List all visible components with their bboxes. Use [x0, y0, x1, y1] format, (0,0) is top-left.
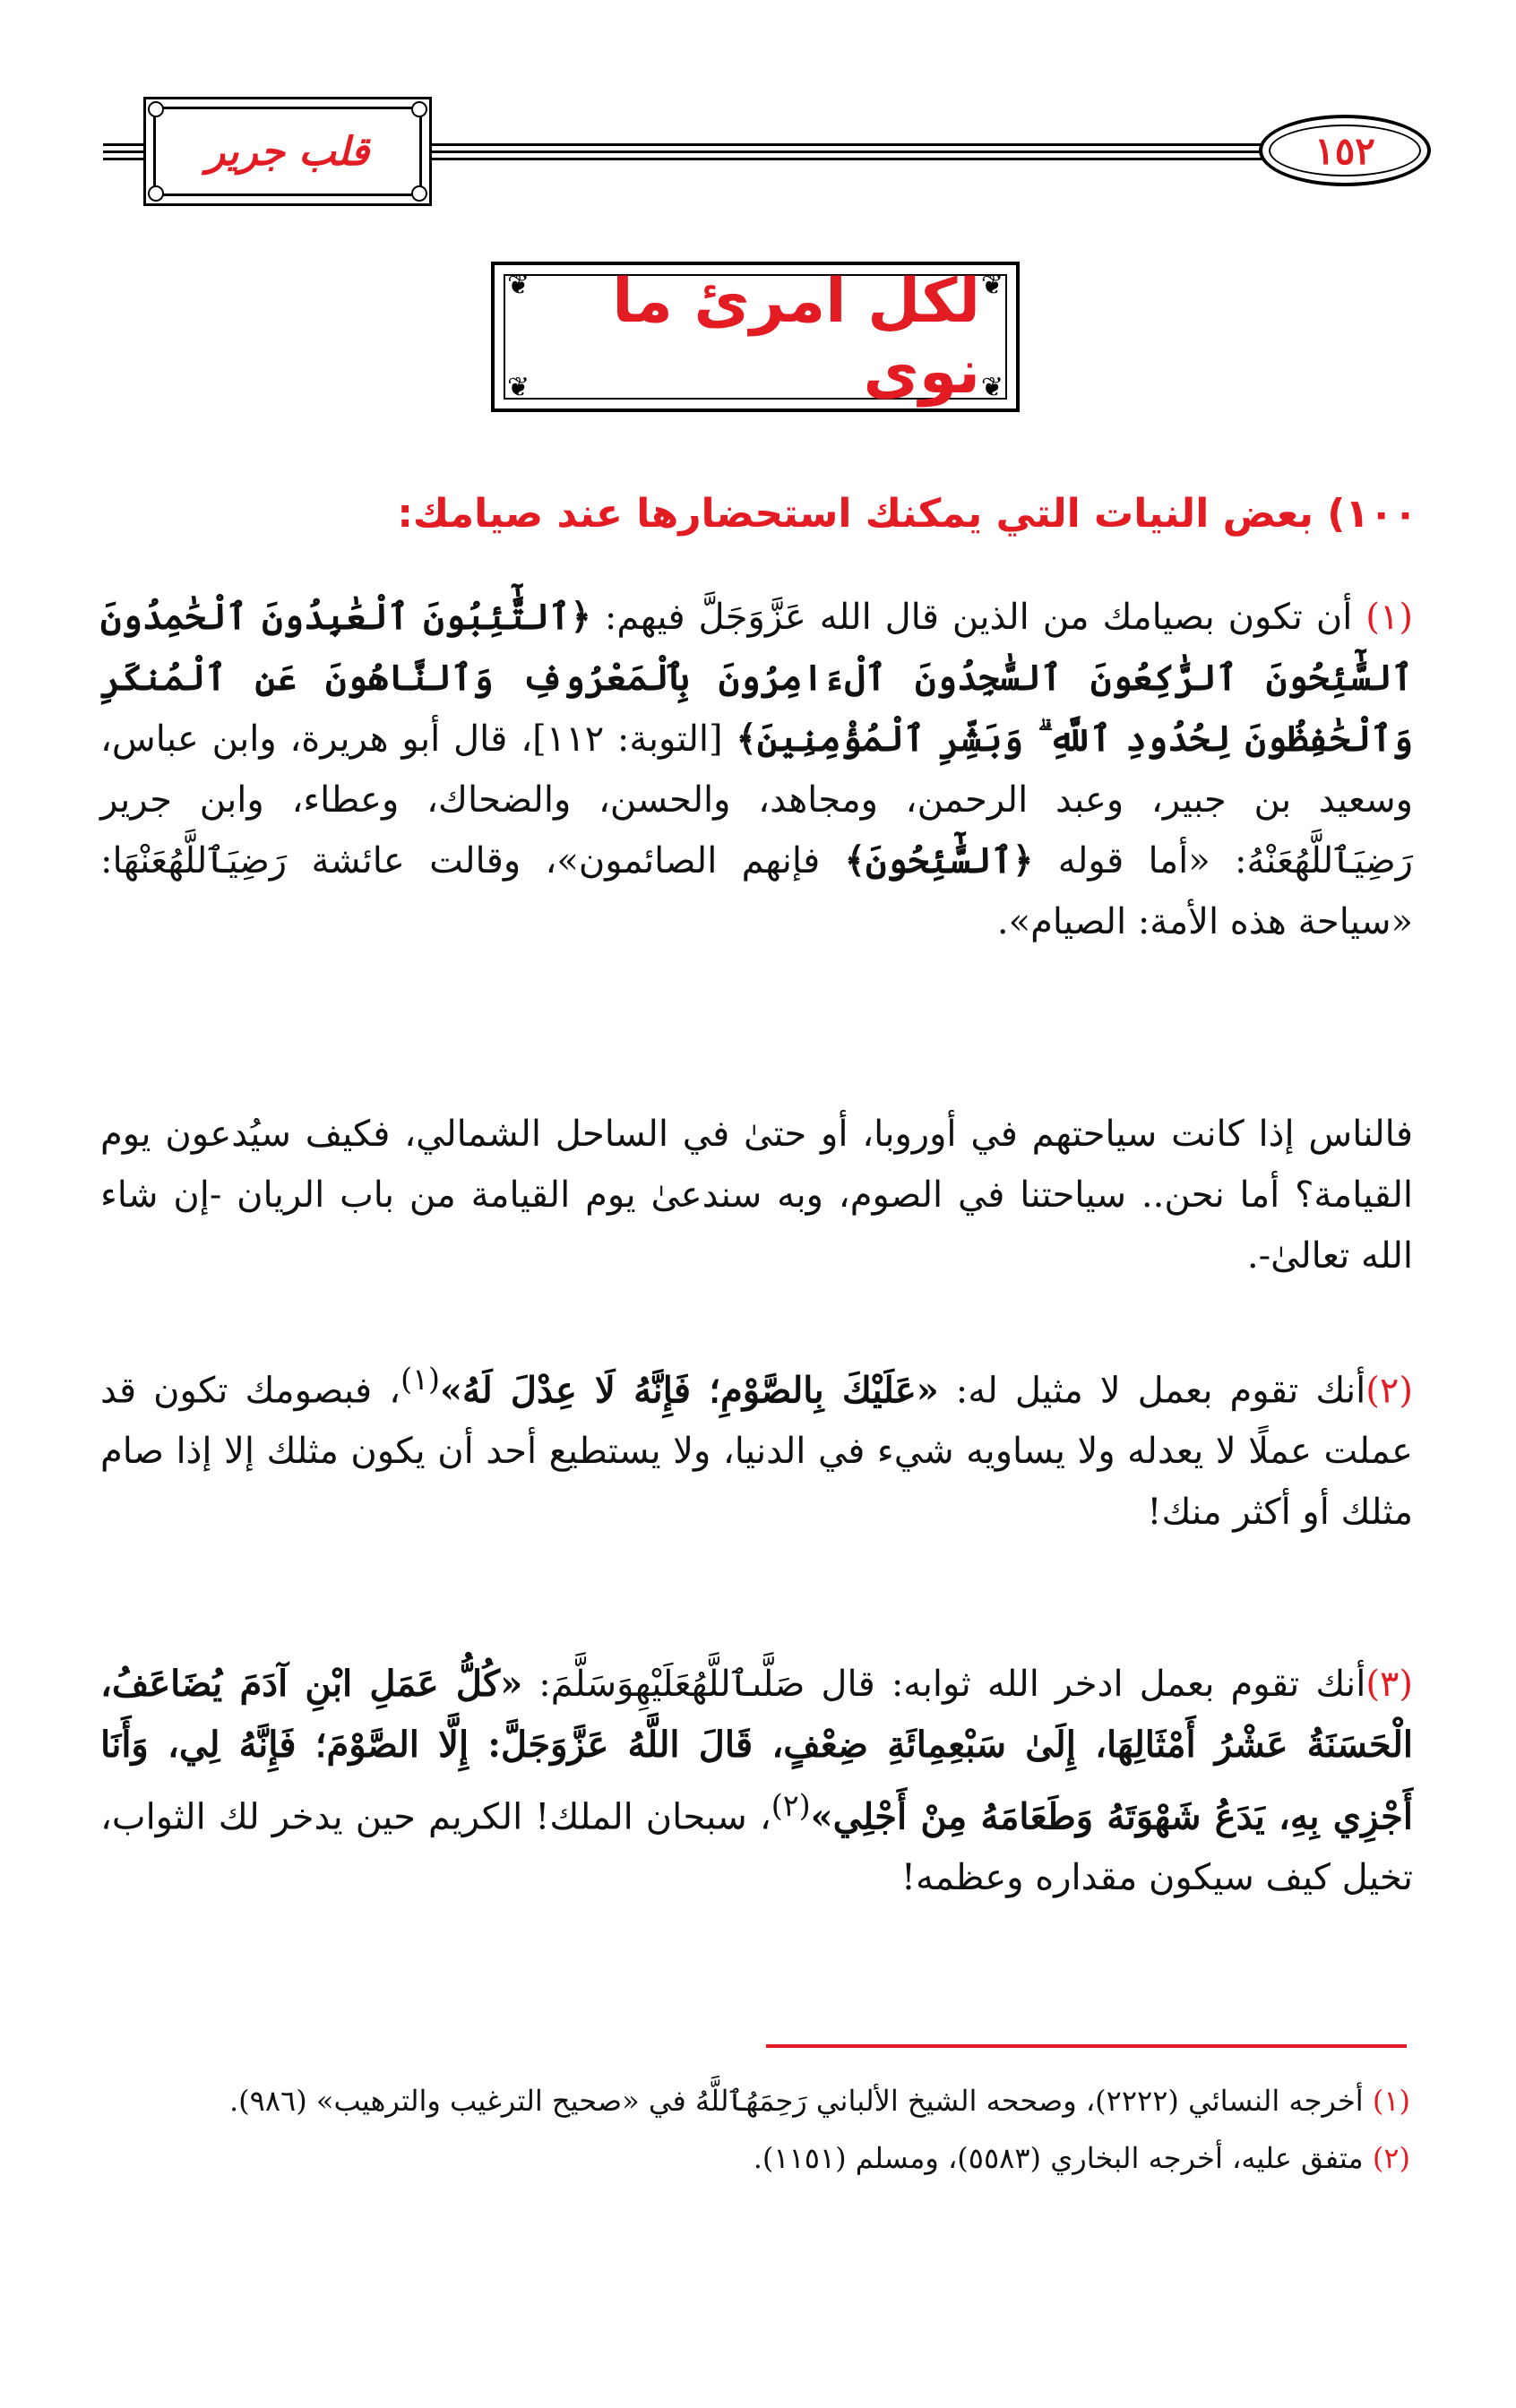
- chapter-title: لكل امرئ ما نوى: [612, 266, 980, 408]
- paragraph-2: [100, 1104, 1413, 1286]
- frame-corner-ornament: [148, 101, 164, 117]
- hadith-quote: «كُلُّ عَمَلِ ابْنِ آدَمَ يُضَاعَفُ، الْحَسَنَةُ عَشْرُ أَمْثَالِهَا، إِلَىٰ سَبْعِمِائَةِ ضِعْفٍ، قَالَ اللَّهُ عَزَّوَجَلَّ: إِلَّا الصَّوْمَ؛ فَإِنَّهُ لِي، وَأَنَا أَجْزِي بِهِ، يَدَعُ شَهْوَتَهُ وَطَعَامَهُ مِنْ أَجْلِي»: [100, 1663, 1413, 1838]
- paragraph-3: [100, 1349, 1413, 1543]
- footnote-separator: [766, 2044, 1407, 2048]
- paragraph-text: أنك تقوم بعمل لا مثيل له:: [938, 1370, 1366, 1412]
- floral-ornament-icon: ❦: [507, 372, 530, 403]
- footnote-reference[interactable]: (١): [401, 1362, 441, 1397]
- page-header: [0, 0, 1516, 233]
- frame-corner-ornament: [148, 185, 164, 202]
- chapter-title-box: [491, 262, 1020, 412]
- book-title-frame: [143, 97, 432, 206]
- footnote-number: (٢): [1372, 2141, 1410, 2175]
- footnote-text: أخرجه النسائي (٢٢٢٢)، وصححه الشيخ الألباني رَحِمَهُٱللَّهُ في «صحيح الترغيب والترهيب» (٩٨٦).: [229, 2084, 1373, 2118]
- quran-verse: ﴿ٱلتَّٰٓئِبُونَ ٱلْعَٰبِدُونَ ٱلْحَٰمِدُونَ ٱلسَّٰٓئِحُونَ ٱلرَّٰكِعُونَ ٱلسَّٰجِدُونَ ٱلْءَامِرُونَ بِٱلْمَعْرُوفِ وَٱلنَّاهُونَ عَنِ ٱلْمُنكَرِ وَٱلْحَٰفِظُونَ لِحُدُودِ ٱللَّهِ ۗ وَبَشِّرِ ٱلْمُؤْمِنِينَ﴾: [100, 596, 1414, 760]
- paragraph-text: ، فبصومك تكون قد عملت عملًا لا يعدله ولا يساويه شيء في الدنيا، ولا يستطيع أحد أن يكون مثلك إلا إذا صام مثلك أو أكثر منك!: [100, 1370, 1414, 1534]
- paragraph-text: أن تكون بصيامك من الذين قال الله عَزَّوَجَلَّ فيهم:: [590, 597, 1366, 638]
- footnote-text: متفق عليه، أخرجه البخاري (٥٥٨٣)، ومسلم (١١٥١).: [753, 2141, 1373, 2175]
- quran-verse: ﴿ٱلسَّٰٓئِحُونَ﴾: [844, 839, 1034, 882]
- footnote-1: [102, 2080, 1410, 2121]
- book-title: قلب جرير: [205, 128, 370, 175]
- paragraph-1: [100, 587, 1413, 952]
- item-number: (٣): [1365, 1664, 1414, 1705]
- paragraph-text: [التوبة: ١١٢]، قال أبو هريرة، وابن عباس، وسعيد بن جبير، وعبد الرحمن، ومجاهد، والحسن، والضحاك، وعطاء، وابن جرير رَضِيَٱللَّهُعَنْهُ: «أما قوله: [100, 718, 1413, 882]
- paragraph-text: فالناس إذا كانت سياحتهم في أوروبا، أو حتىٰ في الساحل الشمالي، فكيف سيُدعون يوم القيامة؟ أما نحن.. سياحتنا في الصوم، وبه سندعىٰ يوم القيامة من باب الريان -إن شاء الله تعالىٰ-.: [100, 1114, 1413, 1277]
- floral-ornament-icon: ❦: [980, 372, 1003, 403]
- frame-corner-ornament: [411, 101, 427, 117]
- page-number: ١٥٢: [1314, 128, 1375, 173]
- page-number-oval: [1259, 115, 1431, 186]
- section-heading: ١٠٠) بعض النيات التي يمكنك استحضارها عند صيامك:: [397, 491, 1417, 537]
- paragraph-text: أنك تقوم بعمل ادخر الله ثوابه: قال صَلَّىٱللَّهُعَلَيْهِوَسَلَّمَ:: [522, 1664, 1366, 1705]
- hadith-quote: «عَلَيْكَ بِالصَّوْمِ؛ فَإِنَّهُ لَا عِدْلَ لَهُ»: [440, 1369, 939, 1412]
- floral-ornament-icon: ❦: [980, 270, 1003, 301]
- item-number: (٢): [1365, 1370, 1413, 1412]
- paragraph-text: ، سبحان الملك! الكريم حين يدخر لك الثواب، تخيل كيف سيكون مقداره وعظمه!: [100, 1796, 1413, 1899]
- footnote-reference[interactable]: (٢): [771, 1788, 811, 1823]
- item-number: (١): [1365, 597, 1413, 638]
- frame-corner-ornament: [411, 185, 427, 202]
- floral-ornament-icon: ❦: [507, 270, 530, 301]
- paragraph-4: [100, 1654, 1413, 1908]
- footnote-2: [102, 2137, 1410, 2179]
- paragraph-text: فإنهم الصائمون»، وقالت عائشة رَضِيَٱللَّهُعَنْهَا: «سياحة هذه الأمة: الصيام».: [100, 840, 1413, 942]
- footnote-number: (١): [1372, 2084, 1410, 2118]
